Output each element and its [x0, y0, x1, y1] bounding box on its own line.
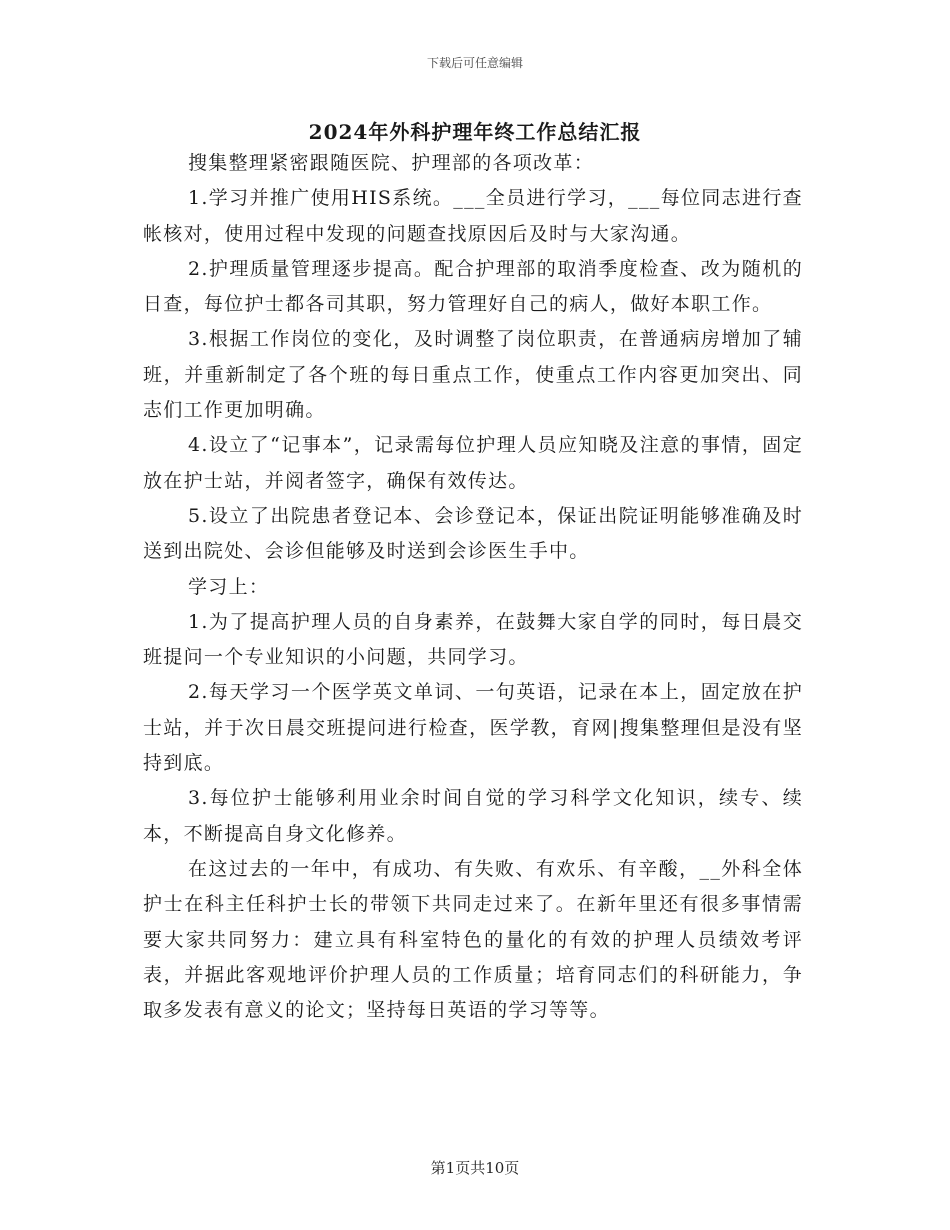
paragraph: 2.每天学习一个医学英文单词、一句英语，记录在本上，固定放在护士站，并于次日晨交班提问进行检查，医学教，育网|搜集整理但是没有坚持到底。 — [143, 681, 803, 775]
paragraph: 搜集整理紧密跟随医院、护理部的各项改革： — [188, 152, 595, 174]
paragraph: 3.每位护士能够利用业余时间自觉的学习科学文化知识，续专、续本，不断提高自身文化修养。 — [143, 787, 803, 845]
page-number: 第1页共10页 — [430, 1159, 520, 1177]
download-note: 下载后可任意编辑 — [426, 56, 523, 70]
section-heading: 学习上： — [188, 575, 270, 598]
paragraph: 4.设立了“记事本”，记录需每位护理人员应知晓及注意的事情，固定放在护士站，并阅者签字，确保有效传达。 — [143, 434, 803, 492]
document-body — [143, 146, 803, 1028]
paragraph: 2.护理质量管理逐步提高。配合护理部的取消季度检查、改为随机的日查，每位护士都各司其职，努力管理好自己的病人，做好本职工作。 — [143, 257, 803, 316]
paragraph: 5.设立了出院患者登记本、会诊登记本，保证出院证明能够准确及时送到出院处、会诊但能够及时送到会诊医生手中。 — [143, 504, 803, 563]
paragraph: 在这过去的一年中，有成功、有失败、有欢乐、有辛酸，__外科全体护士在科主任科护士长的带领下共同走过来了。在新年里还有很多事情需要大家共同努力：建立具有科室特色的量化的有效的护理人员绩效考评表，并据此客观地评价护理人员的工作质量；培育同志们的科研能力，争取多发表有意义的论文；坚持每日英语的学习等等。 — [143, 857, 803, 1022]
paragraph: 1.为了提高护理人员的自身素养，在鼓舞大家自学的同时，每日晨交班提问一个专业知识的小问题，共同学习。 — [143, 610, 803, 669]
paragraph: 1.学习并推广使用HIS系统。___全员进行学习，___每位同志进行查帐核对，使用过程中发现的问题查找原因后及时与大家沟通。 — [143, 187, 803, 245]
paragraph: 3.根据工作岗位的变化，及时调整了岗位职责，在普通病房增加了辅班，并重新制定了各个班的每日重点工作，使重点工作内容更加突出、同志们工作更加明确。 — [143, 328, 803, 422]
document-title: 2024年外科护理年终工作总结汇报 — [308, 120, 642, 144]
